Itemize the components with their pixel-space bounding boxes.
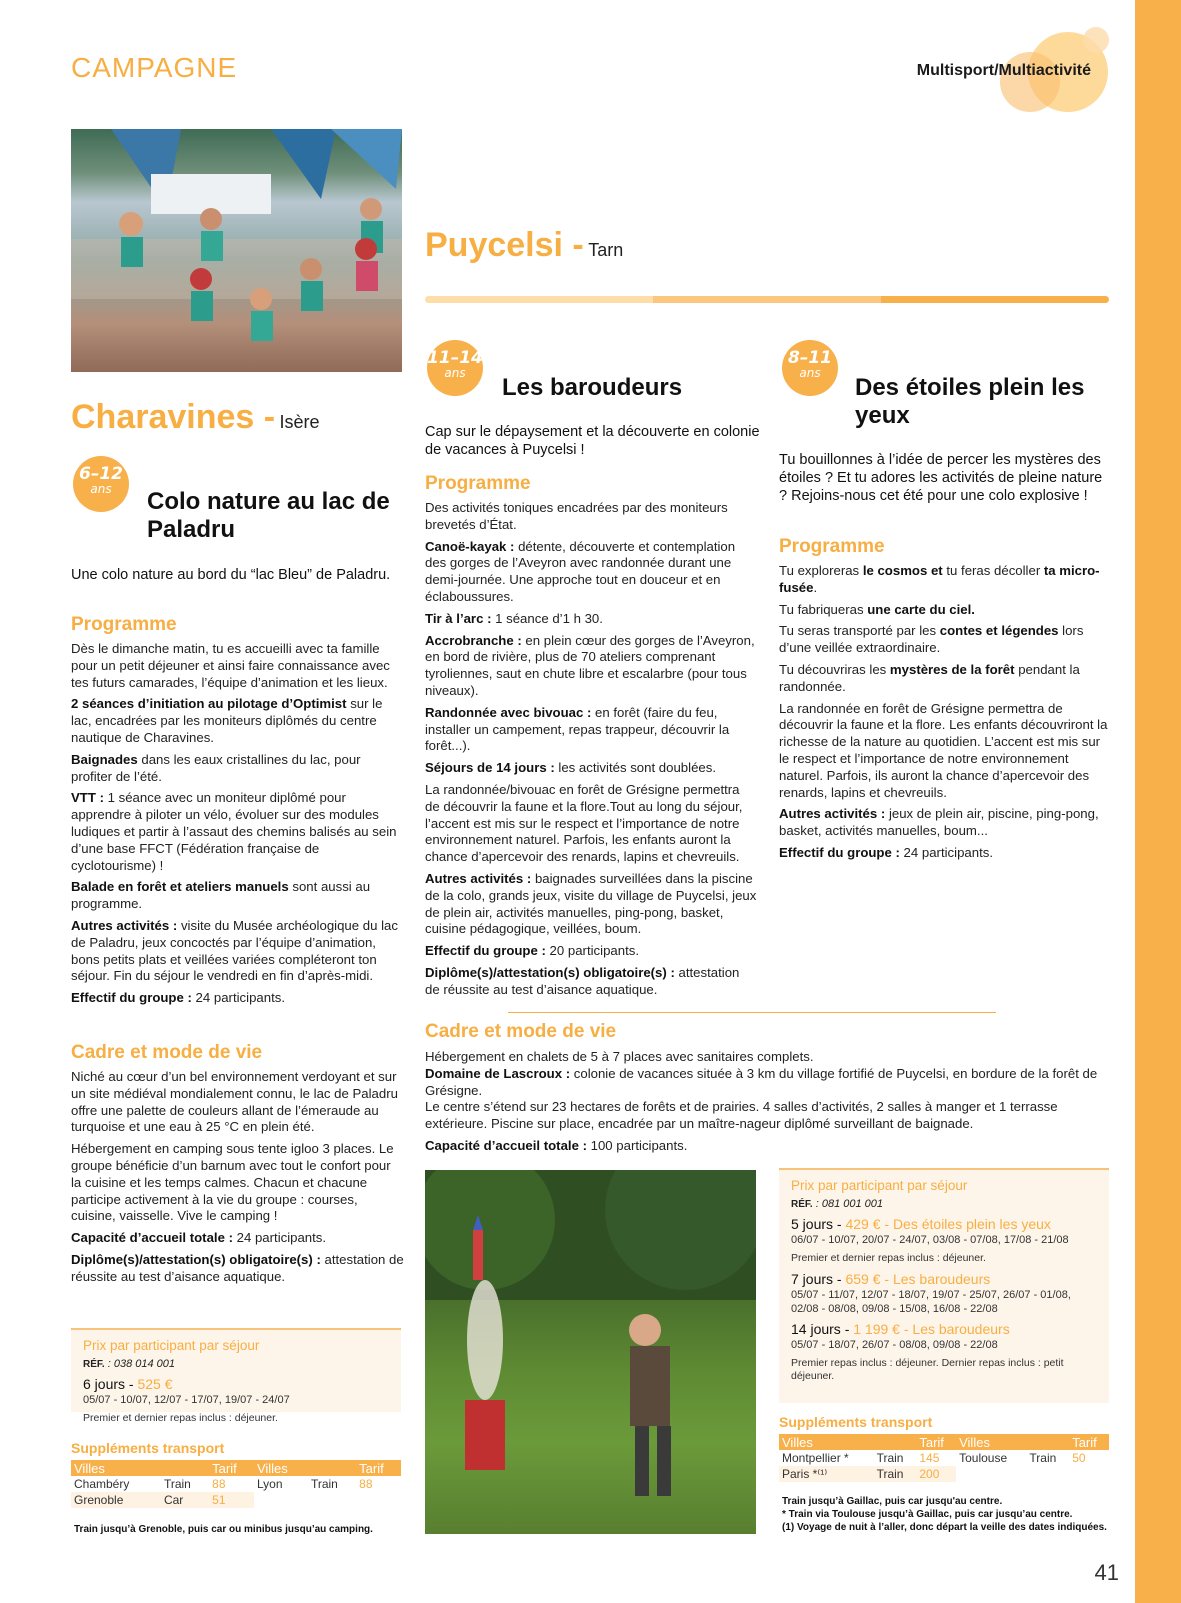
table-row: [71, 1492, 401, 1508]
paragraph-text: 1 séance d’1 h 30.: [491, 610, 603, 626]
empty-cell: [356, 1492, 401, 1508]
etoiles-programme: [779, 563, 1111, 867]
charavines-programme: [71, 641, 404, 1012]
paragraph-text: détente, découverte et contemplation des gorges de l’Aveyron avec randonnée durant une demi-journée. Une approche tout en douceur et en éclaboussures.: [425, 538, 736, 604]
paragraph-text: dans les eaux cristallines du lac, pour profiter de l’été.: [71, 751, 361, 784]
paragraph: [425, 611, 757, 628]
paragraph-text: Hébergement en chalets de 5 à 7 places avec sanitaires complets.: [425, 1049, 814, 1064]
rocket-launch-illustration: [425, 1170, 756, 1534]
puycelsi-price-box: [779, 1168, 1109, 1403]
location-name: Puycelsi -: [425, 226, 584, 264]
paragraph-label: Canoë-kayak :: [425, 538, 515, 554]
transport-note: * Train via Toulouse jusqu’à Gaillac, puis car jusqu’au centre.: [782, 1509, 1073, 1520]
mode-cell: Train: [163, 1477, 191, 1491]
paragraph-text: 100 participants.: [586, 1137, 688, 1153]
mode-cell: Train: [874, 1466, 917, 1482]
empty-cell: [308, 1492, 356, 1508]
paragraph-text: attestation de réussite au test d’aisance aquatique.: [71, 1251, 404, 1284]
paragraph-text: 24 participants.: [191, 990, 285, 1006]
tarif-cell: 88: [359, 1477, 373, 1491]
paragraph-text: Le centre s’étend sur 23 hectares de forêts et de prairies. 4 salles d’activités, 2 salles à manger et 1 terrasse extérieure. Piscine sur place, encadrée par un maître-nageur diplômé surveillant de baignade.: [425, 1099, 1058, 1132]
decorative-bar: [425, 296, 1109, 303]
paragraph: Tu fabriqueras une carte du ciel.: [779, 601, 975, 617]
paragraph: [425, 500, 757, 534]
transport-heading: Suppléments transport: [779, 1414, 933, 1430]
paragraph: [71, 990, 404, 1007]
transport-note: Train jusqu’à Grenoble, puis car ou minibus jusqu’au camping.: [74, 1524, 373, 1535]
location-region: Isère: [279, 412, 320, 432]
orange-sidebar: [1135, 0, 1181, 1603]
cadre-heading: Cadre et mode de vie: [425, 1021, 617, 1042]
paragraph: La randonnée en forêt de Grésigne permettra de découvrir la faune et la flore. Les enfants découvriront la richesse de la nature au quotidien. L’accent est mis sur le respect et l’importance de notre environnement naturel. Parfois, ils auront la chance d’apercevoir des renards, lapins et chevreuils.: [779, 700, 1108, 800]
paragraph-label: VTT :: [71, 790, 104, 806]
tarif-cell: 50: [1072, 1451, 1086, 1465]
age-range: 8–11: [788, 348, 832, 368]
paragraph-text: les activités sont doublées.: [554, 760, 716, 776]
stay-title: Les baroudeurs: [502, 374, 683, 401]
mode-header: [308, 1460, 356, 1476]
puycelsi-transport-table: [779, 1434, 1109, 1482]
city-cell: Grenoble: [71, 1492, 161, 1508]
age-range: 6–12: [79, 464, 123, 484]
city-cell: Paris *⁽¹⁾: [779, 1466, 874, 1482]
paragraph-text: La randonnée/bivouac en forêt de Grésigne permettra de découvrir la faune et la flore.Tout au long du séjour, l’accent est mis sur le respect et l’importance de notre environnement naturel. Parfois, les enfants auront la chance d’apercevoir des renards, lapins et chevreuils.: [425, 781, 743, 865]
paragraph-label: Autres activités :: [71, 917, 178, 933]
paragraph: [71, 1230, 404, 1247]
page-number: 41: [1094, 1560, 1119, 1585]
price-heading: Prix par participant par séjour: [83, 1338, 260, 1353]
paragraph: [425, 1138, 1115, 1155]
paragraph-text: Dès le dimanche matin, tu es accueilli avec ta famille pour un petit déjeuner et ainsi faire connaissance avec tes futurs camarades, l’équipe d’animation et les lieux.: [71, 641, 390, 690]
stay-intro: Une colo nature au bord du “lac Bleu” de Paladru.: [71, 567, 391, 583]
paragraph: [425, 782, 757, 866]
city-cell: Chambéry: [74, 1477, 130, 1491]
city-cell: Toulouse: [959, 1451, 1008, 1465]
stay-title: Des étoiles plein les yeux: [855, 374, 1085, 429]
paragraph-text: sont aussi au programme.: [71, 879, 371, 912]
tarif-header: Tarif: [1069, 1434, 1109, 1450]
paragraph: [425, 633, 757, 700]
transport-table: [71, 1460, 401, 1508]
transport-heading: Suppléments transport: [71, 1440, 225, 1456]
age-unit: ans: [799, 366, 821, 380]
empty-cell: [1069, 1466, 1109, 1482]
empty-cell: [956, 1466, 1026, 1482]
category-label: Multisport/Multiactivité: [916, 62, 1091, 79]
city-cell: Lyon: [256, 1477, 283, 1491]
stay-intro: Tu bouillonnes à l’idée de percer les mystères des étoiles ? Et tu adores les activités de pleine nature ? Rejoins-nous cet été pour une colo explosive !: [779, 452, 1103, 504]
paragraph: [71, 752, 404, 786]
paragraph-label: Capacité d’accueil totale :: [425, 1137, 587, 1153]
paragraph-text: baignades surveillées dans la piscine de la colo, grands jeux, visite du village de Puycelsi, jeux de plein air, activités manuelles, ping-pong, basket, cuisine pédagogique, veillées, boum.: [425, 870, 757, 937]
paragraph: [71, 790, 404, 874]
age-badge: [427, 340, 483, 396]
price: 525 €: [137, 1376, 173, 1392]
price: 659 € - Les baroudeurs: [845, 1271, 991, 1287]
transport-note: Train jusqu’à Gaillac, puis car jusqu'au centre.: [782, 1496, 1003, 1507]
mode-header: [874, 1434, 917, 1450]
reference-number: : 038 014 001: [104, 1358, 176, 1370]
meals-note: Premier repas inclus : déjeuner. Dernier repas inclus : petit déjeuner.: [791, 1357, 1064, 1382]
paragraph: Tu seras transporté par les contes et légendes lors d’une veillée extraordinaire.: [779, 623, 1084, 656]
divider: [508, 1012, 996, 1013]
charavines-cadre: [71, 1069, 404, 1291]
paragraph: [425, 871, 757, 938]
age-unit: ans: [444, 366, 466, 380]
baroudeurs-programme: [425, 500, 757, 1004]
paragraph-label: Effectif du groupe :: [425, 943, 546, 959]
paragraph: [425, 1066, 1115, 1100]
paragraph-label: Accrobranche :: [425, 632, 522, 648]
duration: 5 jours -: [791, 1216, 846, 1232]
paragraph: [71, 641, 404, 691]
paragraph-label: Diplôme(s)/attestation(s) obligatoire(s) :: [71, 1251, 321, 1267]
puycelsi-heading: [425, 226, 925, 265]
kids-lake-photo: [71, 129, 402, 372]
paragraph: [71, 918, 404, 985]
paragraph-text: visite du Musée archéologique du lac de Paladru, jeux concoctés par l’équipe d’animation, bons petits plats et veillées variées compléteront ton séjour. Fin du séjour le vendredi en fin d’après-midi.: [71, 917, 398, 984]
cadre-heading: Cadre et mode de vie: [71, 1042, 263, 1063]
dates: 05/07 - 18/07, 26/07 - 08/08, 09/08 - 22/08: [791, 1339, 998, 1351]
paragraph: [425, 705, 757, 755]
paragraph: Autres activités : jeux de plein air, piscine, ping-pong, basket, activités manuelles, boum...: [779, 806, 1099, 839]
paragraph-label: Baignades: [71, 751, 138, 767]
tarif-header: Tarif: [209, 1460, 254, 1476]
paragraph: Tu découvriras les mystères de la forêt pendant la randonnée.: [779, 661, 1080, 694]
meals-note: Premier et dernier repas inclus : déjeuner.: [791, 1252, 986, 1264]
city-header: Villes: [779, 1434, 874, 1450]
dates: 05/07 - 10/07, 12/07 - 17/07, 19/07 - 24/07: [83, 1394, 290, 1406]
duration: 7 jours -: [791, 1271, 846, 1287]
transport-table: [779, 1434, 1109, 1482]
paragraph-text: Hébergement en camping sous tente igloo 3 places. Le groupe bénéficie d’un barnum avec tout le confort pour la cuisine et les temps calmes. Chacun et chacune participe activement à la vie du groupe : courses, cuisine, vaisselle. Vive le camping !: [71, 1141, 394, 1224]
mode-header: [1026, 1434, 1069, 1450]
price: 1 199 € - Les baroudeurs: [853, 1321, 1010, 1337]
reference: [83, 1358, 389, 1370]
charavines-price-box: [71, 1328, 401, 1424]
charavines-heading: [71, 398, 401, 437]
price-heading: Prix par participant par séjour: [791, 1178, 968, 1193]
city-header: Villes: [254, 1460, 308, 1476]
paragraph-label: Autres activités :: [425, 870, 532, 886]
kids-lake-illustration: [71, 129, 402, 372]
paragraph: [71, 696, 404, 746]
paragraph-text: 1 séance avec un moniteur diplômé pour apprendre à piloter un vélo, évoluer sur des modules ludiques et partir à l’assaut des chemins balisés au sein d’une base FFCT (Fédération française de cyclotourisme) !: [71, 790, 397, 873]
age-badge: [73, 456, 129, 512]
empty-cell: [254, 1492, 308, 1508]
paragraph: [425, 539, 757, 606]
table-row: [779, 1466, 1109, 1482]
duration: 14 jours -: [791, 1321, 854, 1337]
programme-heading: Programme: [71, 614, 177, 635]
paragraph-text: en plein cœur des gorges de l’Aveyron, en bord de rivière, plus de 70 ateliers comprenant tyroliennes, saut en chute libre et escalarbre (pour tous niveaux).: [425, 632, 755, 698]
paragraph-label: Capacité d’accueil totale :: [71, 1230, 233, 1246]
stay-intro: Cap sur le dépaysement et la découverte en colonie de vacances à Puycelsi !: [425, 424, 760, 458]
paragraph-text: Niché au cœur d’un bel environnement verdoyant et sur un site médiéval mondialement connu, le lac de Paladru offre une palette de couleurs allant de l’émeraude au turquoise et une eau à 25 °C en plein été.: [71, 1069, 398, 1135]
paragraph: [425, 943, 757, 960]
reference-label: RÉF.: [83, 1359, 105, 1370]
transport-note: (1) Voyage de nuit à l’aller, donc départ la veille des dates indiquées.: [782, 1522, 1107, 1533]
price-option: [791, 1216, 1097, 1232]
paragraph-text: sur le lac, encadrées par les moniteurs diplômés du centre nautique de Charavines.: [71, 696, 383, 745]
paragraph-label: Randonnée avec bivouac :: [425, 704, 592, 720]
tarif-cell: 88: [212, 1477, 226, 1491]
paragraph: Tu exploreras le cosmos et tu feras décoller ta micro-fusée.: [779, 563, 1100, 595]
mode-cell: Train: [1029, 1451, 1057, 1465]
charavines-transport-table: [71, 1460, 401, 1508]
paragraph: [425, 1099, 1115, 1133]
duration: 6 jours -: [83, 1376, 138, 1392]
paragraph-text: attestation de réussite au test d’aisance aquatique.: [425, 964, 740, 997]
rocket-launch-photo: [425, 1170, 756, 1534]
paragraph: [425, 1049, 1115, 1066]
tarif-header: Tarif: [916, 1434, 956, 1450]
paragraph-text: en forêt (faire du feu, installer un campement, repas trappeur, découvrir la forêt...).: [425, 704, 730, 754]
paragraph: [425, 760, 757, 777]
paragraph-label: Séjours de 14 jours :: [425, 760, 555, 776]
price-option: [83, 1376, 389, 1392]
tarif-cell: 200: [916, 1466, 956, 1482]
meals-note: Premier et dernier repas inclus : déjeuner.: [83, 1412, 278, 1424]
age-range: 11–14: [427, 348, 483, 368]
age-badge: [782, 340, 838, 396]
location-name: Charavines -: [71, 398, 276, 436]
paragraph: Effectif du groupe : 24 participants.: [779, 844, 993, 860]
reference: [791, 1198, 1097, 1210]
paragraph: [71, 1252, 404, 1286]
paragraph-text: Des activités toniques encadrées par des moniteurs brevetés d’État.: [425, 500, 728, 532]
reference-number: : 081 001 001: [812, 1198, 884, 1210]
reference-label: RÉF.: [791, 1199, 813, 1210]
paragraph-text: 24 participants.: [232, 1230, 327, 1246]
paragraph-label: Domaine de Lascroux :: [425, 1065, 571, 1081]
paragraph-text: 20 participants.: [545, 943, 639, 959]
puycelsi-cadre: [425, 1049, 1115, 1155]
mode-header: [161, 1460, 209, 1476]
location-region: Tarn: [588, 240, 624, 260]
table-row: [71, 1476, 401, 1492]
paragraph-label: Effectif du groupe :: [71, 990, 192, 1006]
paragraph-label: 2 séances d’initiation au pilotage d’Optimist: [71, 696, 347, 712]
dates: 05/07 - 11/07, 12/07 - 18/07, 19/07 - 25/07, 26/07 - 01/08, 02/08 - 08/08, 09/08 - 15/08, 16/08 - 22/08: [791, 1289, 1071, 1315]
city-header: Villes: [956, 1434, 1026, 1450]
tarif-header: Tarif: [356, 1460, 401, 1476]
tarif-cell: 145: [919, 1451, 940, 1465]
paragraph: [71, 879, 404, 913]
price-option: [791, 1321, 1097, 1337]
city-header: Villes: [71, 1460, 161, 1476]
programme-heading: Programme: [425, 473, 531, 494]
price: 429 € - Des étoiles plein les yeux: [845, 1216, 1051, 1232]
age-unit: ans: [90, 482, 112, 496]
price-option: [791, 1271, 1097, 1287]
mode-cell: Car: [161, 1492, 209, 1508]
mode-cell: Train: [876, 1451, 904, 1465]
table-row: [779, 1450, 1109, 1466]
section-title: CAMPAGNE: [71, 52, 238, 83]
puycelsi-transport-notes: [782, 1495, 1112, 1534]
city-cell: Montpellier *: [782, 1451, 849, 1465]
decor-circle: [1083, 27, 1109, 53]
charavines-transport-notes: [74, 1523, 404, 1536]
mode-cell: Train: [310, 1477, 338, 1491]
paragraph-label: Balade en forêt et ateliers manuels: [71, 879, 289, 895]
empty-cell: [1026, 1466, 1069, 1482]
decor-circle: [1000, 52, 1060, 112]
paragraph: [425, 965, 757, 999]
paragraph: [71, 1069, 404, 1136]
paragraph-label: Tir à l’arc :: [425, 610, 492, 626]
paragraph-text: colonie de vacances située à 3 km du village fortifié de Puycelsi, en bordure de la forêt de Grésigne.: [425, 1065, 1098, 1098]
programme-heading: Programme: [779, 536, 885, 557]
dates: 06/07 - 10/07, 20/07 - 24/07, 03/08 - 07/08, 17/08 - 21/08: [791, 1234, 1069, 1246]
tarif-cell: 51: [209, 1492, 254, 1508]
paragraph: [71, 1141, 404, 1225]
stay-title: Colo nature au lac de Paladru: [147, 488, 390, 543]
paragraph-label: Diplôme(s)/attestation(s) obligatoire(s) :: [425, 964, 675, 980]
